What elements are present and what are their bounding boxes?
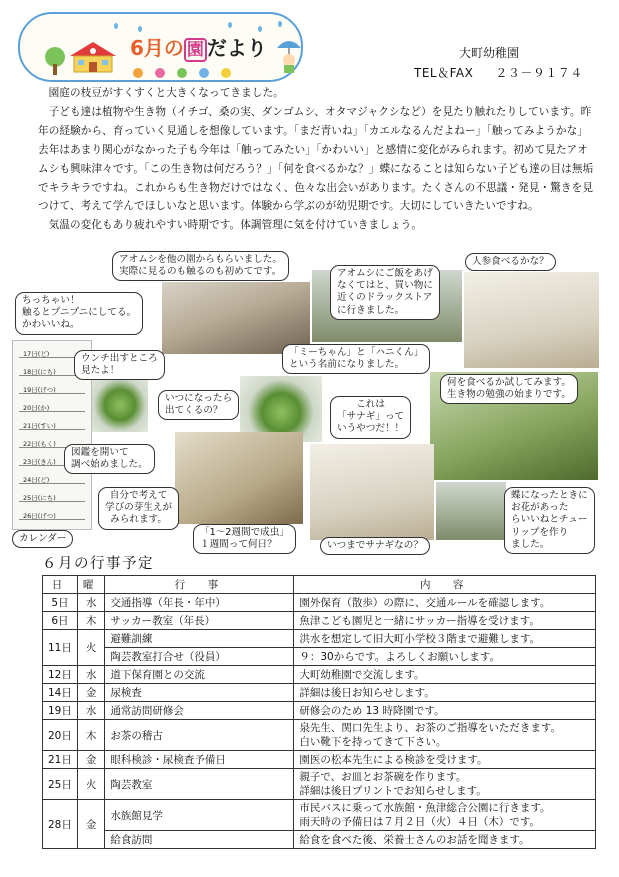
tel-label: TEL＆FAX <box>414 66 474 80</box>
calendar-entry: 26日(げつ) <box>23 512 56 520</box>
caption-bubble: ちっちゃい！ 触るとプニプニにしてる。 かわいいね。 <box>15 292 143 335</box>
school-contact <box>414 64 583 81</box>
calendar-label: カレンダー <box>12 530 73 548</box>
table-row: 給食訪問 給食を食べた後、栄養士さんのお話を聞きます。 <box>43 831 596 849</box>
newsletter-title <box>130 32 267 61</box>
child-umbrella-icon <box>276 34 302 74</box>
calendar-entry: 21日(すい) <box>23 422 56 430</box>
table-header-row <box>43 576 596 594</box>
caption-bubble: これは 「サナギ」って いうやつだ！！ <box>330 396 411 439</box>
table-row: 12日 水 道下保育園との交流 大町幼稚園で交流します。 <box>43 666 596 684</box>
photo-two-girls <box>310 444 434 540</box>
photo-children-looking <box>162 282 310 354</box>
caption-bubble: 「ミーちゃん」と「ハニくん」 という名前になりました。 <box>282 344 430 374</box>
event-schedule-table <box>42 575 596 849</box>
caption-bubble: 人参食べるかな？ <box>465 253 556 271</box>
school-name: 大町幼稚園 <box>459 46 520 60</box>
caption-bubble: アオムシを他の園からもらいました。 実際に見るのも触るのも初めてです。 <box>112 251 289 281</box>
photo-tulip-craft <box>436 482 506 540</box>
calendar-entry: 19日(げつ) <box>23 386 56 394</box>
calendar-entry: 18日(にち) <box>23 368 56 376</box>
title-month: 6月の <box>130 36 184 60</box>
caption-bubble: 図鑑を開いて 調べ始めました。 <box>64 444 155 474</box>
snails-icon <box>130 66 240 80</box>
schedule-title: ６月の行事予定 <box>42 556 154 572</box>
title-kanji: 園 <box>184 38 207 62</box>
caption-bubble: いつまでサナギなの？ <box>320 537 430 555</box>
intro-paragraph: 子ども達は植物や生き物（イチゴ、桑の実、ダンゴムシ、オタマジャクシなど）を見たり触れたりしています。昨年の経験から、育っていく見通しを想像しています。「まだ青いね」「カエルなるんだよねー」「触ってみようかな」去年はあまり関心がなかった子も今年は「触ってみたい」「かわいい」と感情に変化がみられます。初めて見たアオムシも興味津々です。「この生き物は何だろう？」「何を食べるかな？」蝶になることは知らない子ども達の目は無垢でキラキラですね。これからも生き物だけではなく、色々な出会いがあります。たくさんの不思議・発見・驚きを見つけて、考えて学んでほしいなと思います。体験から学ぶのが幼児期です。大切にしていきたいですね。 <box>38 105 594 213</box>
caption-bubble: アオムシにご飯をあげ なくてはと、買い物に 近くのドラックストア に行きました。 <box>330 265 440 320</box>
calendar-entry: 22日(もく) <box>23 440 56 448</box>
title-banner <box>18 12 303 82</box>
caption-bubble: 自分で考えて 学びの芽生えが みられます。 <box>98 487 179 530</box>
header-day: 日 <box>43 576 78 594</box>
table-row: 19日 水 通常訪問研修会 研修会のため 13 時降園です。 <box>43 702 596 720</box>
school-building-icon <box>68 40 118 74</box>
header-event: 行 事 <box>105 576 294 594</box>
tree-icon <box>44 46 66 76</box>
photo-caterpillar-leaf <box>92 372 148 432</box>
tel-number: ２３－９１７４ <box>495 66 583 80</box>
calendar-entry: 25日(にち) <box>23 494 56 502</box>
photo-picture-book <box>175 432 303 524</box>
caption-bubble: いつになったら 出てくるの？ <box>158 390 239 420</box>
caption-bubble: 「1～2週間で成虫」 １週間って何日？ <box>193 524 296 554</box>
photo-carrot <box>464 272 599 368</box>
table-row: 5日 水 交通指導（年長・年中） 園外保育（散歩）の際に、交通ルールを確認します。 <box>43 594 596 612</box>
title-suffix: だより <box>206 36 267 60</box>
caption-bubble: 何を食べるか試してみます。 生き物の勉強の始まりです。 <box>440 374 578 404</box>
table-row: 11日 火 避難訓練 洪水を想定して旧大町小学校３階まで避難します。 <box>43 630 596 648</box>
table-row: 25日 火 陶芸教室 親子で、お皿とお茶碗を作ります。 詳細は後日プリントでお知らせします。 <box>43 769 596 800</box>
table-row: 14日 金 尿検査 詳細は後日お知らせします。 <box>43 684 596 702</box>
header-dow: 曜 <box>77 576 105 594</box>
intro-paragraph: 園庭の枝豆がすくすくと大きくなってきました。 <box>48 87 284 99</box>
intro-text <box>38 84 596 235</box>
calendar-entry: 23日(きん) <box>23 458 56 466</box>
table-row: 28日 金 水族館見学 市民バスに乗って水族館・魚津総合公園に行きます。 雨天時の予備日は７月２日（火）４日（木）です。 <box>43 800 596 831</box>
caption-bubble: 蝶になったときに お花があった らいいねとチュー リップを作り ました。 <box>504 487 595 554</box>
header-detail: 内 容 <box>294 576 596 594</box>
intro-paragraph: 気温の変化もあり疲れやすい時期です。体調管理に気を付けていきましょう。 <box>48 219 423 232</box>
table-row: 21日 金 眼科検診・尿検査予備日 園医の松本先生による検診を受けます。 <box>43 751 596 769</box>
table-row: 陶芸教室打合せ（役員） ９：30からです。よろしくお願いします。 <box>43 648 596 666</box>
table-row: 6日 木 サッカー教室（年長） 魚津こども園児と一緒にサッカー指導を受けます。 <box>43 612 596 630</box>
calendar-entry: 24日(ど) <box>23 476 50 484</box>
calendar-entry: 20日(か) <box>23 404 50 412</box>
caption-bubble: ウンチ出すところ 見たよ！ <box>74 350 165 380</box>
calendar-entry: 17日(ど) <box>23 350 50 358</box>
table-row: 20日 木 お茶の稽古 泉先生、関口先生より、お茶のご指導をいただきます。 白い靴下を持ってきて下さい。 <box>43 720 596 751</box>
